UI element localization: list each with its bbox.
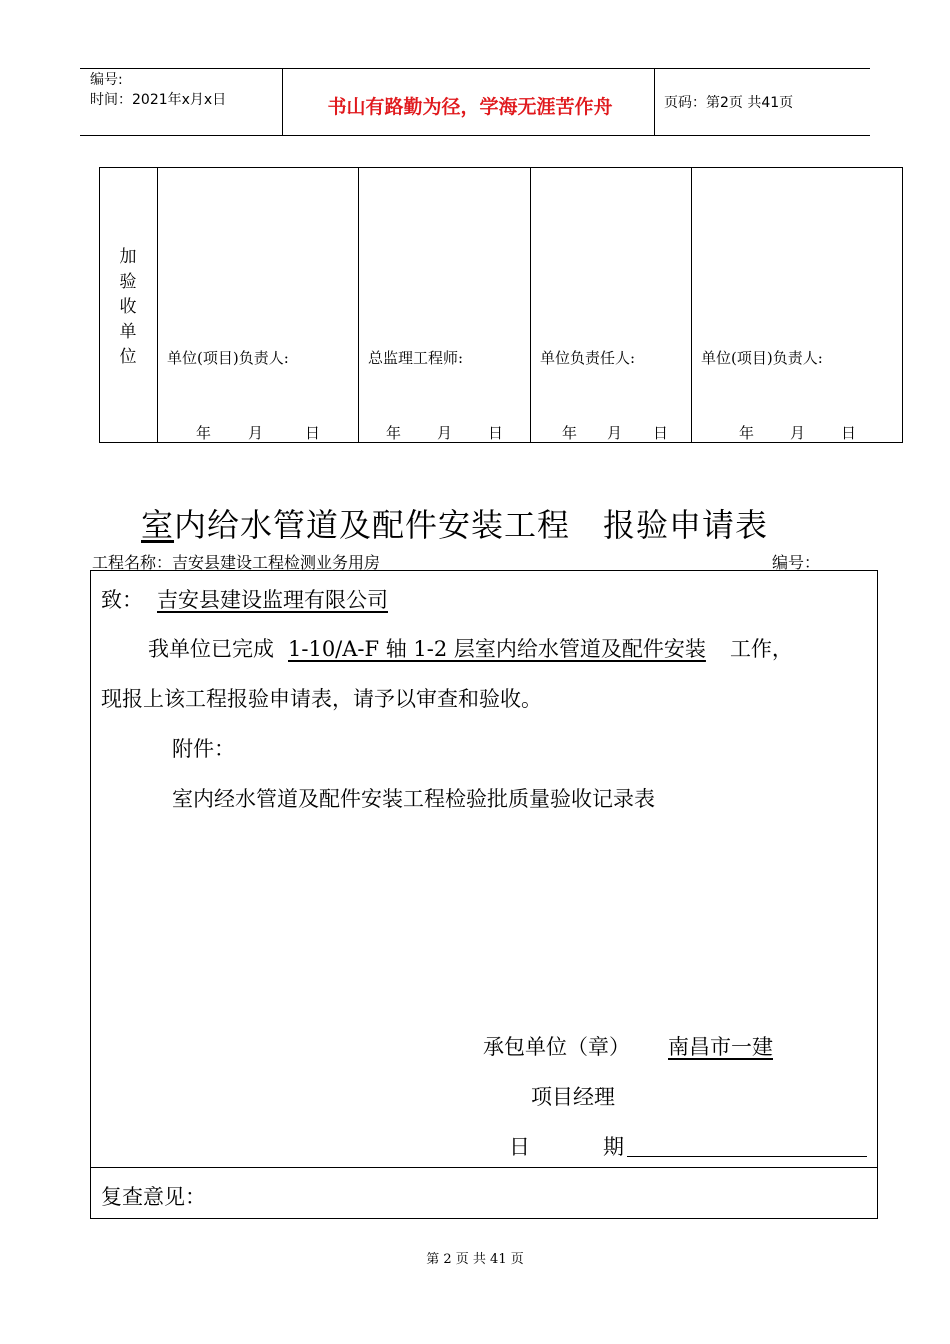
date-year: 年 — [386, 424, 402, 442]
side-label-char: 位 — [119, 347, 137, 367]
project-name: 工程名称：吉安县建设工程检测业务用房 — [92, 553, 381, 572]
contractor-label: 承包单位（章） — [483, 1035, 630, 1059]
contractor-name: 南昌市一建 — [668, 1035, 773, 1059]
header-page-label: 页码：第2页 共41页 — [664, 95, 794, 111]
signature-cell-role: 单位负责任人: — [540, 349, 636, 367]
signature-table — [99, 167, 903, 443]
signature-col-divider-1 — [157, 167, 158, 443]
signature-cell-date — [739, 422, 856, 443]
date-day: 日 — [841, 424, 857, 442]
side-label-char: 单 — [119, 322, 137, 342]
date-month: 月 — [248, 424, 264, 442]
side-label-char: 加 — [119, 247, 137, 267]
side-label-char: 验 — [119, 272, 137, 292]
date-day: 日 — [653, 424, 669, 442]
request-line: 现报上该工程报验申请表，请予以审查和验收。 — [101, 687, 542, 711]
side-label-char: 收 — [119, 297, 137, 317]
date-month: 月 — [607, 424, 623, 442]
completion-suffix: 工作， — [729, 637, 793, 661]
form-title — [141, 500, 768, 546]
header-divider-left — [282, 68, 283, 136]
header-divider-right — [654, 68, 655, 136]
form-title-rest: 内给水管道及配件安装工程 报验申请表 — [174, 506, 769, 544]
signature-cell-date — [196, 422, 320, 443]
header-number-label: 编号: — [90, 72, 123, 88]
signature-col-divider-3 — [530, 167, 531, 443]
signature-col-divider-2 — [358, 167, 359, 443]
header-bottom-rule — [80, 135, 870, 136]
date-month: 月 — [790, 424, 806, 442]
signature-side-label — [108, 245, 148, 370]
form-title-first-char: 室 — [141, 506, 175, 544]
signature-cell-role: 总监理工程师: — [368, 349, 464, 367]
signature-cell-role: 单位(项目)负责人: — [167, 349, 289, 367]
attachment-item: 室内经水管道及配件安装工程检验批质量验收记录表 — [172, 787, 655, 811]
form-number-label: 编号： — [772, 553, 821, 572]
date-day: 日 — [488, 424, 504, 442]
to-line — [101, 584, 394, 614]
date-label-b: 期 — [603, 1135, 624, 1159]
date-year: 年 — [739, 424, 755, 442]
review-section-divider — [90, 1167, 878, 1168]
signature-cell-role: 单位(项目)负责人: — [701, 349, 823, 367]
date-month: 月 — [437, 424, 453, 442]
completion-line — [148, 633, 793, 663]
date-label-a: 日 — [509, 1135, 530, 1159]
signature-col-divider-4 — [691, 167, 692, 443]
to-recipient: 吉安县建设监理有限公司 — [157, 588, 388, 612]
review-label: 复查意见： — [101, 1185, 206, 1209]
footer-page-number: 第 2 页 共 41 页 — [426, 1252, 524, 1267]
date-year: 年 — [562, 424, 578, 442]
to-label: 致： — [101, 588, 143, 612]
date-year: 年 — [196, 424, 212, 442]
application-form-box — [90, 570, 878, 1219]
completion-scope: 1-10/A-F 轴 1-2 层室内给水管道及配件安装 — [288, 637, 706, 661]
header-motto: 书山有路勤为径，学海无涯苦作舟 — [327, 96, 613, 118]
date-underline — [627, 1156, 867, 1157]
completion-prefix: 我单位已完成 — [148, 637, 274, 661]
signature-cell-date — [562, 422, 668, 443]
date-day: 日 — [305, 424, 321, 442]
project-manager-label: 项目经理 — [531, 1085, 615, 1109]
header-time-label: 时间：2021年x月x日 — [90, 92, 227, 108]
header-top-rule — [80, 68, 870, 69]
signature-cell-date — [386, 422, 503, 443]
attachment-label: 附件： — [172, 737, 235, 761]
contractor-line — [483, 1031, 773, 1061]
